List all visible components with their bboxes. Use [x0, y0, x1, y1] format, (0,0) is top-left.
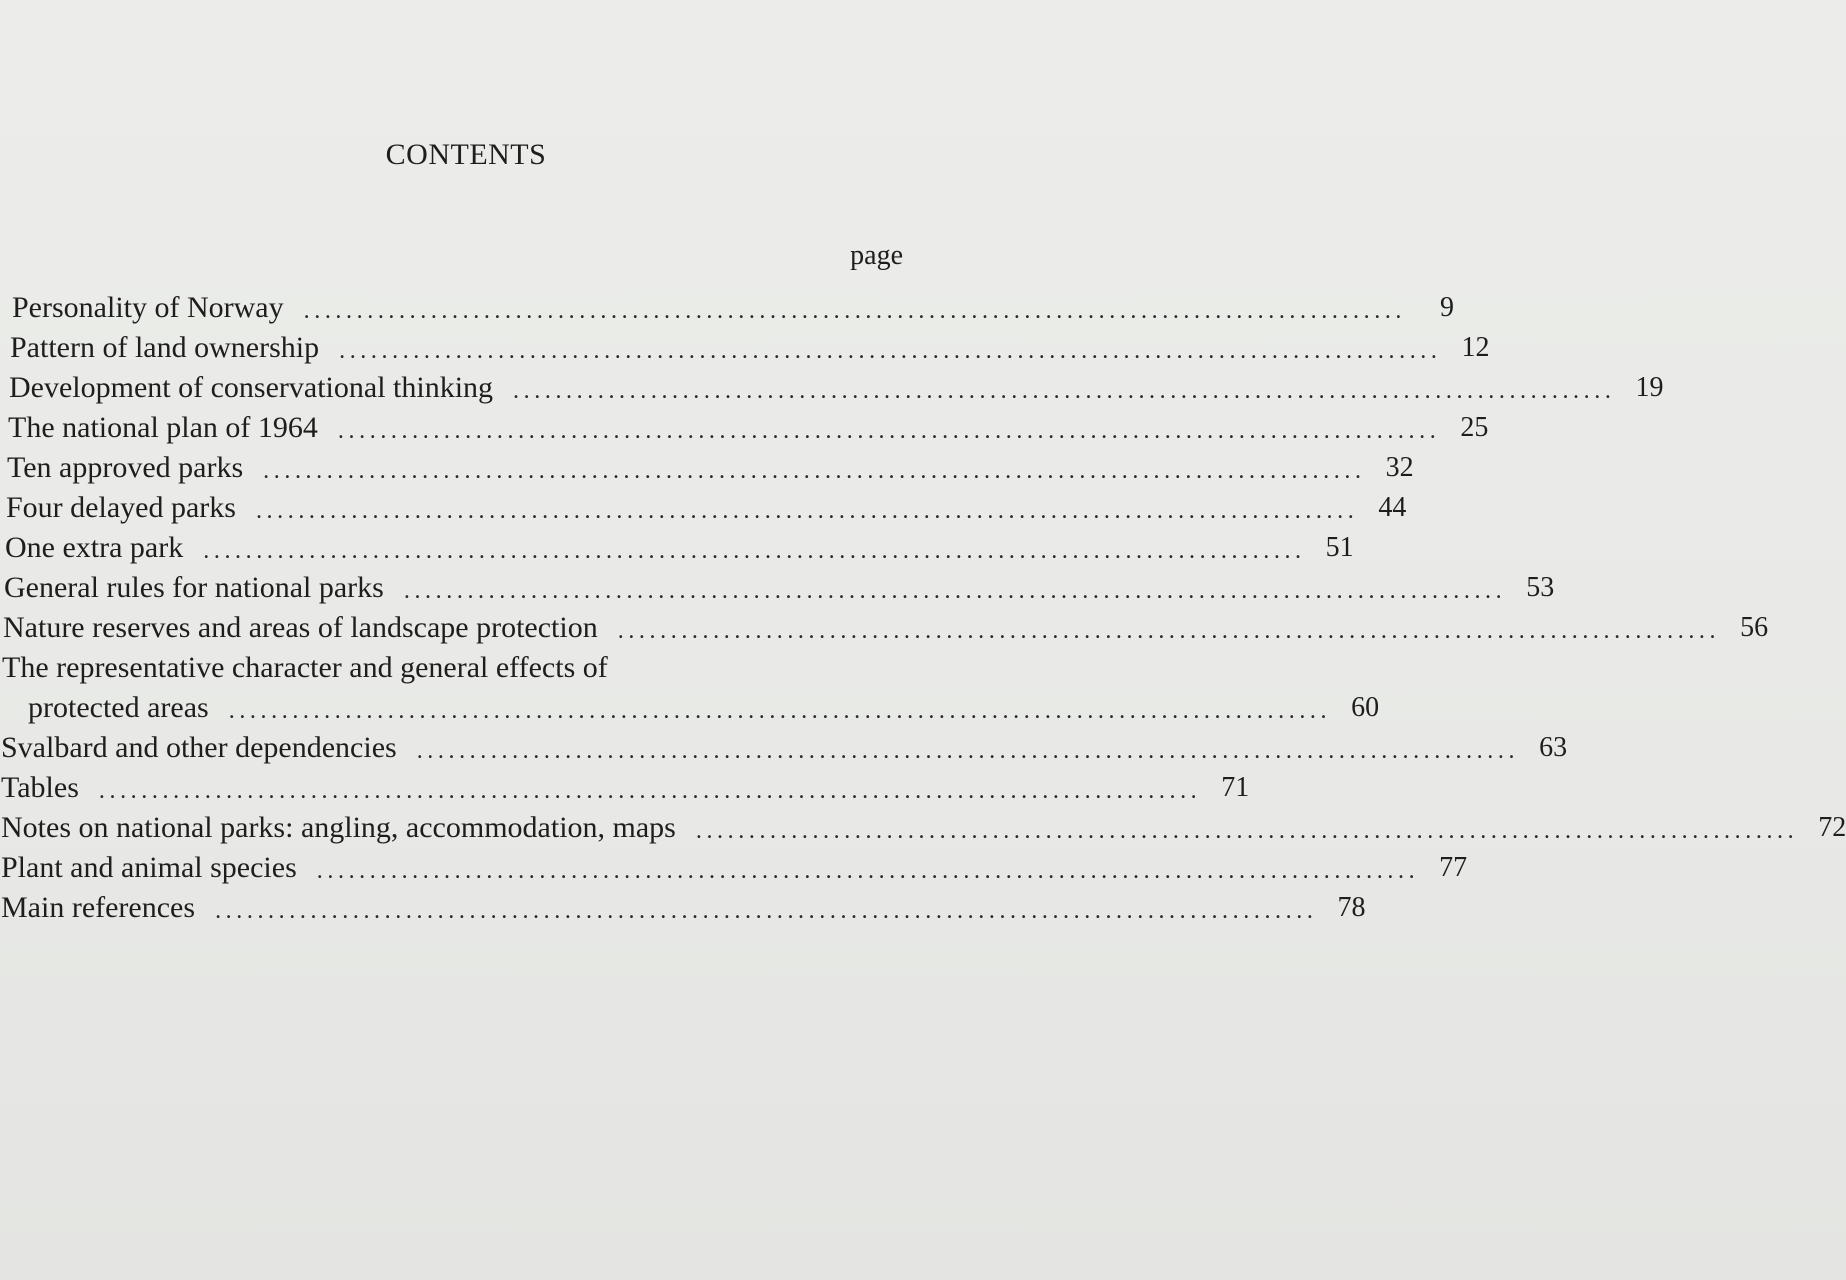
toc-entry-title: Main references	[1, 891, 196, 924]
toc-entry-title: Nature reserves and areas of landscape protection	[3, 611, 598, 644]
toc-entry-page: 60	[1351, 692, 1380, 723]
toc-entry-title: Ten approved parks	[7, 451, 244, 484]
toc-entry-page: 77	[1439, 852, 1468, 883]
toc-entry	[0, 328, 1490, 368]
dot-leader: ........................................................................................................	[228, 698, 1332, 724]
toc-entry	[0, 888, 1366, 928]
dot-leader: ........................................................................................................	[339, 338, 1442, 364]
dot-leader: ........................................................................................................	[303, 298, 1407, 324]
toc-entry-page: 9	[1440, 292, 1455, 323]
toc-entry-first-line	[0, 648, 912, 688]
toc-entry-page: 32	[1385, 452, 1414, 483]
toc-entry	[0, 728, 1568, 768]
page-column-label: page	[850, 240, 903, 271]
dot-leader: ........................................................................................................	[513, 378, 1616, 404]
toc-entry-title: General rules for national parks	[4, 571, 384, 604]
toc-entry-title: Notes on national parks: angling, accommodation, maps	[1, 811, 676, 844]
toc-entry-page: 72	[1818, 812, 1846, 843]
dot-leader: ........................................................................................................	[215, 898, 1318, 924]
dot-leader: ........................................................................................................	[263, 458, 1366, 484]
page-title: CONTENTS	[385, 138, 547, 171]
dot-leader: ........................................................................................................	[203, 538, 1306, 564]
toc-entry-page: 56	[1740, 612, 1769, 643]
dot-leader: ........................................................................................................	[403, 578, 1507, 604]
toc-entry-title: Plant and animal species	[1, 851, 297, 884]
toc-entry	[0, 368, 1664, 408]
toc-entry-title: The national plan of 1964	[8, 411, 318, 444]
toc-entry-page: 51	[1325, 532, 1354, 563]
toc-entry-title-continued: protected areas	[28, 691, 209, 724]
toc-entry-page: 63	[1539, 732, 1568, 763]
toc-entry	[0, 448, 1414, 488]
toc-entry-title: Svalbard and other dependencies	[1, 731, 397, 764]
toc-entry-title: Personality of Norway	[12, 291, 284, 324]
dot-leader: ........................................................................................................	[695, 818, 1799, 844]
toc-entry-page: 19	[1635, 372, 1664, 403]
toc-entry	[0, 608, 1769, 648]
toc-entry-page: 25	[1460, 412, 1489, 443]
toc-entry	[0, 688, 1380, 728]
toc-entry-page: 78	[1337, 892, 1366, 923]
toc-entry-page: 71	[1221, 772, 1250, 803]
toc-entry-title: Tables	[1, 771, 79, 804]
toc-entry-page: 53	[1526, 572, 1555, 603]
toc-entry	[0, 768, 1250, 808]
toc-entry-page: 12	[1461, 332, 1490, 363]
toc-entry	[0, 568, 1555, 608]
toc-entry	[0, 408, 1489, 448]
dot-leader: ........................................................................................................	[98, 778, 1202, 804]
toc-entry-page: 44	[1378, 492, 1407, 523]
dot-leader: ........................................................................................................	[416, 738, 1520, 764]
dot-leader: ........................................................................................................	[316, 858, 1420, 884]
toc-entry	[0, 488, 1407, 528]
toc-entry-title: Four delayed parks	[6, 491, 236, 524]
toc-entry-title: The representative character and general effects of	[2, 651, 608, 684]
dot-leader: ........................................................................................................	[617, 618, 1721, 644]
toc-entry	[0, 528, 1354, 568]
toc-entry-title: Pattern of land ownership	[10, 331, 320, 364]
dot-leader: ........................................................................................................	[255, 498, 1359, 524]
toc-entry-title: Development of conservational thinking	[9, 371, 494, 404]
toc-entry	[0, 288, 1455, 328]
dot-leader: ........................................................................................................	[337, 418, 1441, 444]
table-of-contents	[0, 288, 1846, 928]
toc-entry	[0, 848, 1468, 888]
toc-entry	[0, 808, 1846, 848]
toc-entry-title: One extra park	[5, 531, 184, 564]
